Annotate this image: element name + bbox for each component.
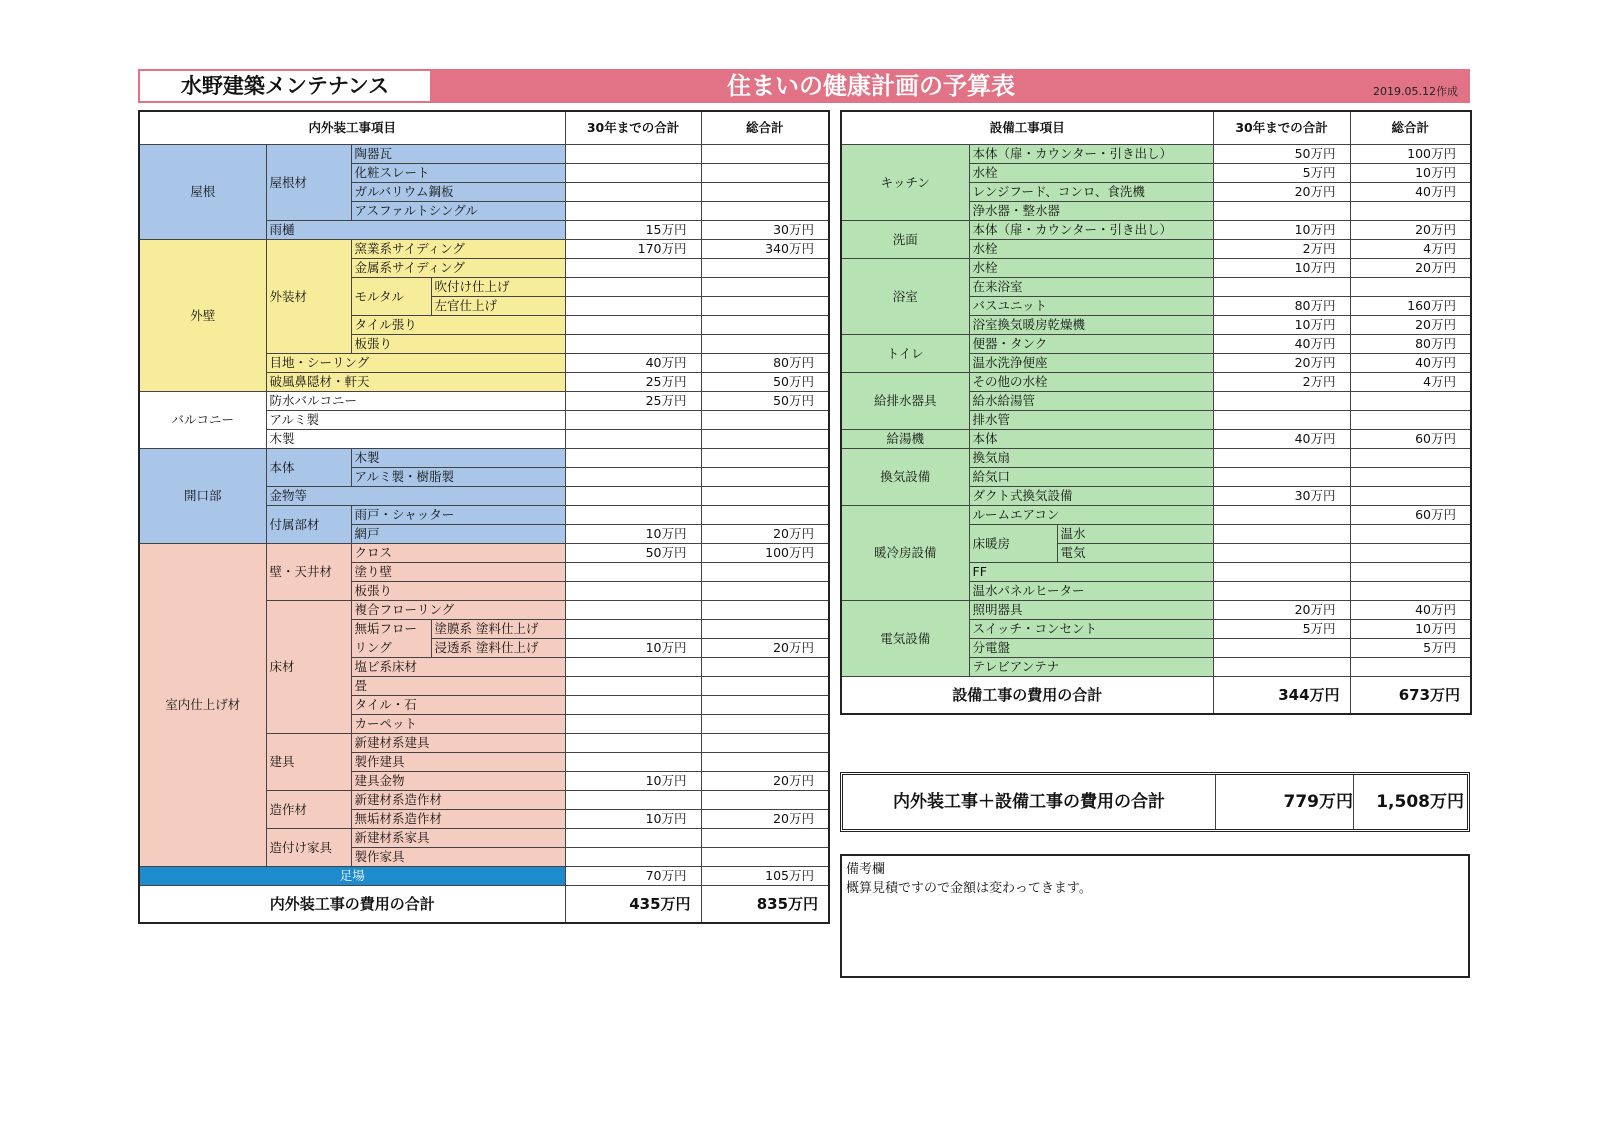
item: バスユニット [969,297,1213,316]
value: 5万円 [1350,639,1471,658]
sub-wallceil: 壁・天井材 [266,544,351,601]
item: 分電盤 [969,639,1213,658]
item: 本体 [969,430,1213,449]
col-total: 総合計 [1350,111,1471,145]
item: 新建材系造作材 [351,791,565,810]
item: 無垢材系造作材 [351,810,565,829]
item: 製作家具 [351,848,565,867]
value: 20万円 [701,810,829,829]
sub-body: 本体 [266,449,351,487]
category-wash: 洗面 [841,221,969,259]
value: 170万円 [565,240,701,259]
value: 25万円 [565,373,701,392]
value: 100万円 [1350,145,1471,164]
sub-built: 造作材 [266,791,351,829]
item: 水栓 [969,259,1213,278]
item: スイッチ・コンセント [969,620,1213,639]
item: 吹付け仕上げ [431,278,565,297]
item: 温水洗浄便座 [969,354,1213,373]
item: 水栓 [969,164,1213,183]
item: クロス [351,544,565,563]
item: 便器・タンク [969,335,1213,354]
category-elec: 電気設備 [841,601,969,677]
item: 本体（扉・カウンター・引き出し） [969,145,1213,164]
right-total-label: 設備工事の費用の合計 [841,677,1213,715]
value: 80万円 [701,354,829,373]
notes-box [840,854,1470,978]
sub-furniture: 造付け家具 [266,829,351,867]
right-total-all: 673万円 [1350,677,1471,715]
notes-text: 概算見積ですので金額は変わってきます。 [846,881,1092,896]
col-item: 内外装工事項目 [139,111,565,145]
sub-roof-material: 屋根材 [266,145,351,221]
item: その他の水栓 [969,373,1213,392]
item: 左官仕上げ [431,297,565,316]
item: アルミ製・樹脂製 [351,468,565,487]
value: 40万円 [565,354,701,373]
value: 60万円 [1350,430,1471,449]
item: 木製 [351,449,565,468]
item: レンジフード、コンロ、食洗機 [969,183,1213,202]
value: 20万円 [701,525,829,544]
left-total-all: 835万円 [701,886,829,924]
value: 5万円 [1213,620,1350,639]
value: 105万円 [701,867,829,886]
col-total: 総合計 [701,111,829,145]
item: 木製 [266,430,565,449]
sub-mortar: モルタル [351,278,431,316]
value: 5万円 [1213,164,1350,183]
item: 本体（扉・カウンター・引き出し） [969,221,1213,240]
item: ルームエアコン [969,506,1213,525]
item: 塗膜系 塗料仕上げ [431,620,565,639]
equipment-table [840,110,1472,715]
category-hvac: 暖冷房設備 [841,506,969,601]
item: アスファルトシングル [351,202,565,221]
grand-total-all: 1,508万円 [1376,792,1464,812]
item: 防水バルコニー [266,392,565,411]
value: 80万円 [1213,297,1350,316]
item: 新建材系家具 [351,829,565,848]
created-date: 2019.05.12作成 [1373,85,1458,98]
value: 20万円 [1213,354,1350,373]
item: テレビアンテナ [969,658,1213,677]
category-roof: 屋根 [139,145,266,240]
item: 陶器瓦 [351,145,565,164]
item: 照明器具 [969,601,1213,620]
value: 40万円 [1213,335,1350,354]
category-vent: 換気設備 [841,449,969,506]
value: 50万円 [701,373,829,392]
value: 30万円 [1213,487,1350,506]
category-interior: 室内仕上げ材 [139,544,266,867]
value: 15万円 [565,221,701,240]
item: タイル張り [351,316,565,335]
item: 給気口 [969,468,1213,487]
grand-total-label: 内外装工事＋設備工事の費用の合計 [843,775,1216,829]
item: 浄水器・整水器 [969,202,1213,221]
value: 20万円 [1213,601,1350,620]
value: 2万円 [1213,240,1350,259]
item: 板張り [351,582,565,601]
item: 板張り [351,335,565,354]
category-opening: 開口部 [139,449,266,544]
item: 破風鼻隠材・軒天 [266,373,565,392]
value: 30万円 [701,221,829,240]
value: 10万円 [1350,164,1471,183]
item: 換気扇 [969,449,1213,468]
value: 20万円 [1350,221,1471,240]
item: FF [969,563,1213,582]
value: 50万円 [701,392,829,411]
category-wall: 外壁 [139,240,266,392]
value: 40万円 [1350,354,1471,373]
header-bar [138,69,1470,103]
item: ダクト式換気設備 [969,487,1213,506]
item: ガルバリウム鋼板 [351,183,565,202]
item: 排水管 [969,411,1213,430]
value: 40万円 [1213,430,1350,449]
value: 10万円 [1350,620,1471,639]
page-title: 住まいの健康計画の予算表 [727,72,1015,100]
value: 20万円 [1350,259,1471,278]
value: 20万円 [1213,183,1350,202]
item: 畳 [351,677,565,696]
category-bath: 浴室 [841,259,969,335]
item: 複合フローリング [351,601,565,620]
value: 60万円 [1350,506,1471,525]
value: 10万円 [1213,316,1350,335]
category-kitchen: キッチン [841,145,969,221]
category-heater: 給湯機 [841,430,969,449]
sub-floorheat: 床暖房 [969,525,1057,563]
value: 20万円 [1350,316,1471,335]
value: 20万円 [701,772,829,791]
col-item: 設備工事項目 [841,111,1213,145]
sub-floor: 床材 [266,601,351,734]
item: 給水給湯管 [969,392,1213,411]
value: 40万円 [1350,183,1471,202]
item: 電気 [1057,544,1213,563]
right-total-30: 344万円 [1213,677,1350,715]
item: 目地・シーリング [266,354,565,373]
value: 40万円 [1350,601,1471,620]
item: 新建材系建具 [351,734,565,753]
value: 340万円 [701,240,829,259]
item: 金属系サイディング [351,259,565,278]
item: 製作建具 [351,753,565,772]
item: 雨樋 [266,221,565,240]
item: 塩ビ系床材 [351,658,565,677]
sub-wall-material: 外装材 [266,240,351,354]
value: 50万円 [1213,145,1350,164]
value: 4万円 [1350,240,1471,259]
item: カーペット [351,715,565,734]
item: 化粧スレート [351,164,565,183]
item: タイル・石 [351,696,565,715]
value: 10万円 [1213,221,1350,240]
sub-fixture: 建具 [266,734,351,791]
item: 温水パネルヒーター [969,582,1213,601]
sub-solid-floor: 無垢フロー [351,620,431,639]
notes-title: 備考欄 [846,862,886,877]
category-toilet: トイレ [841,335,969,373]
value: 100万円 [701,544,829,563]
value: 10万円 [565,810,701,829]
item: 雨戸・シャッター [351,506,565,525]
grand-total-30: 779万円 [1216,775,1354,829]
category-plumbing: 給排水器具 [841,373,969,430]
value: 10万円 [565,525,701,544]
company-name: 水野建築メンテナンス [140,71,430,101]
item: 金物等 [266,487,565,506]
item: アルミ製 [266,411,565,430]
item: 在来浴室 [969,278,1213,297]
sub-accessory: 付属部材 [266,506,351,544]
value: 10万円 [565,639,701,658]
item: 水栓 [969,240,1213,259]
value: 10万円 [1213,259,1350,278]
item: 浴室換気暖房乾燥機 [969,316,1213,335]
category-balcony: バルコニー [139,392,266,449]
item: 建具金物 [351,772,565,791]
value: 2万円 [1213,373,1350,392]
item: 温水 [1057,525,1213,544]
value: 25万円 [565,392,701,411]
value: 20万円 [701,639,829,658]
left-total-30: 435万円 [565,886,701,924]
sub-solid-floor-2: リング [351,639,431,658]
value: 50万円 [565,544,701,563]
exterior-interior-table [138,110,830,924]
item: 浸透系 塗料仕上げ [431,639,565,658]
value: 70万円 [565,867,701,886]
item: 窯業系サイディング [351,240,565,259]
col-30years: 30年までの合計 [565,111,701,145]
item: 網戸 [351,525,565,544]
value: 160万円 [1350,297,1471,316]
item: 塗り壁 [351,563,565,582]
left-total-label: 内外装工事の費用の合計 [139,886,565,924]
scaffold-row: 足場 [139,867,565,886]
value: 10万円 [565,772,701,791]
value: 4万円 [1350,373,1471,392]
grand-total-box [840,772,1470,832]
value: 80万円 [1350,335,1471,354]
col-30years: 30年までの合計 [1213,111,1350,145]
